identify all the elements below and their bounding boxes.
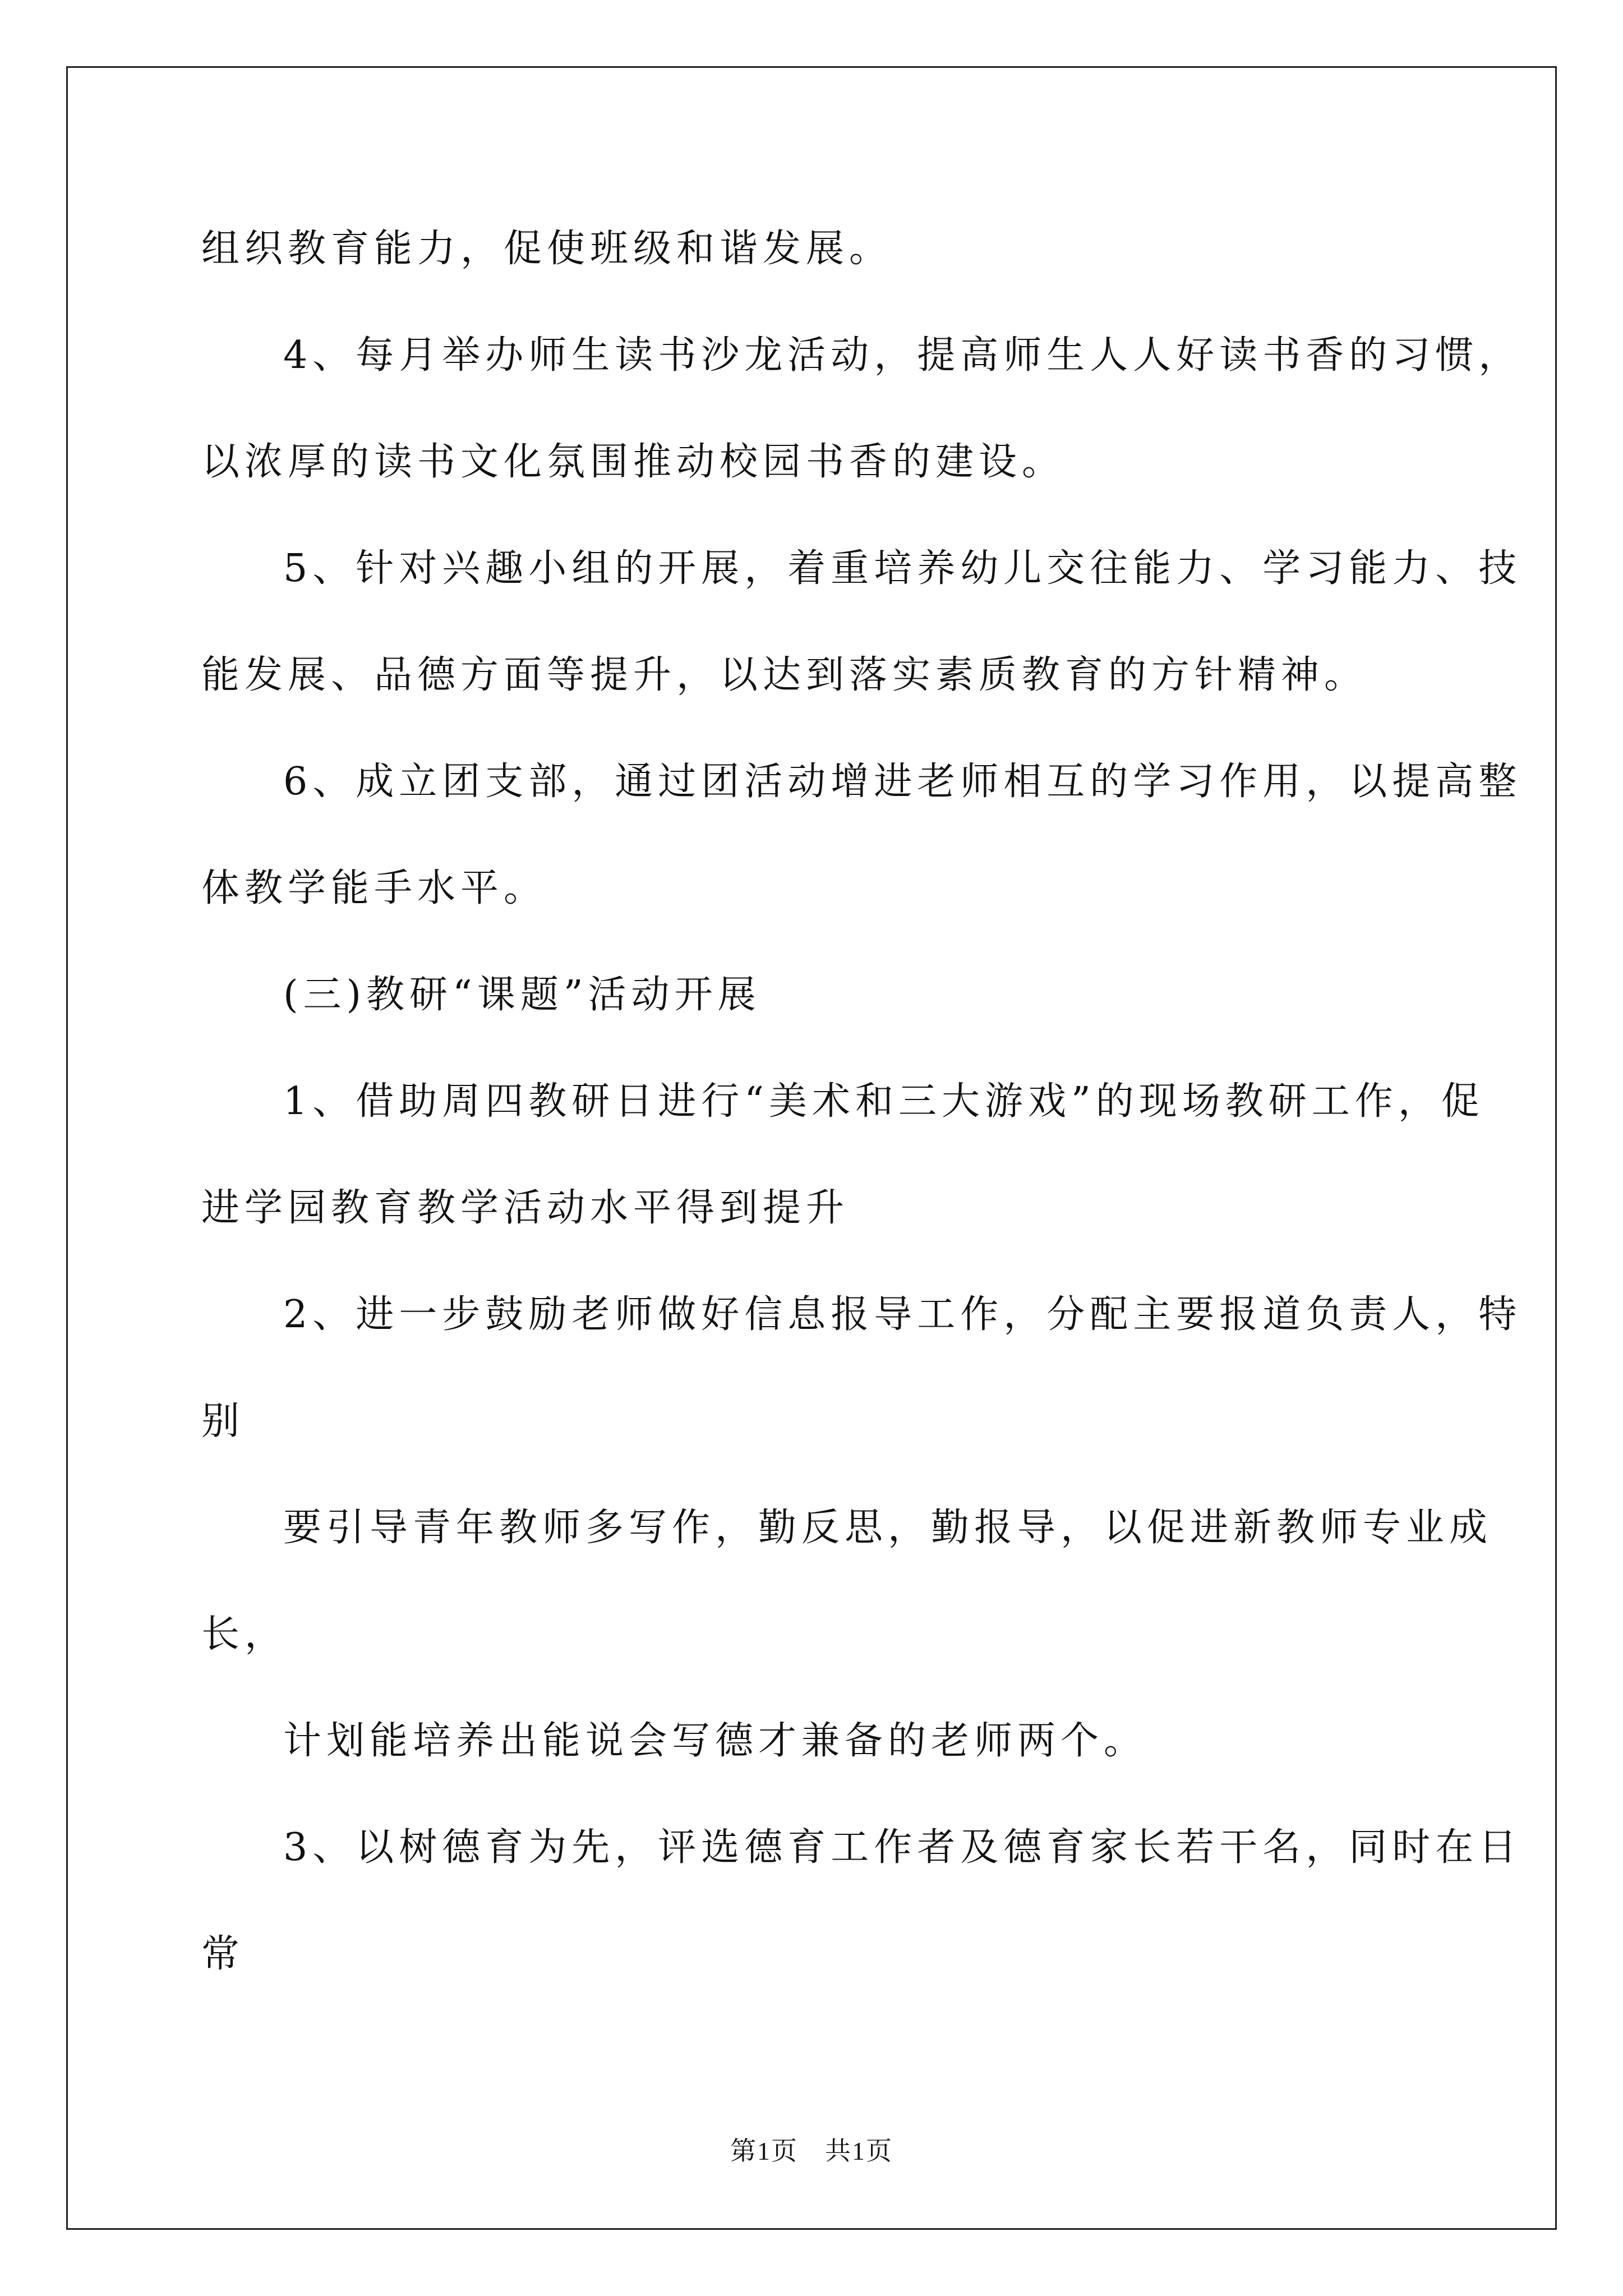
text-line-5: 能发展、品德方面等提升，以达到落实素质教育的方针精神。 <box>201 653 1368 697</box>
text-line-6: 6、成立团支部，通过团活动增进老师相互的学习作用，以提高整 <box>283 760 1522 804</box>
text-line-7: 体教学能手水平。 <box>201 866 547 910</box>
text-line-14: 长， <box>201 1612 288 1657</box>
text-line-9: 1、借助周四教研日进行“美术和三大游戏”的现场教研工作，促 <box>283 1079 1484 1124</box>
page-border <box>66 66 1557 2230</box>
text-line-15: 计划能培养出能说会写德才兼备的老师两个。 <box>283 1719 1147 1763</box>
text-line-13: 要引导青年教师多写作，勤反思，勤报导，以促进新教师专业成 <box>283 1506 1493 1550</box>
text-line-4: 5、针对兴趣小组的开展，着重培养幼儿交往能力、学习能力、技 <box>283 546 1522 591</box>
text-line-3: 以浓厚的读书文化氛围推动校园书香的建设。 <box>201 440 1066 484</box>
text-line-1: 组织教育能力，促使班级和谐发展。 <box>201 227 893 271</box>
text-line-11: 2、进一步鼓励老师做好信息报导工作，分配主要报道负责人，特 <box>283 1292 1522 1337</box>
text-line-10: 进学园教育教学活动水平得到提升 <box>201 1186 850 1230</box>
text-line-17: 常 <box>201 1932 245 1976</box>
text-line-2: 4、每月举办师生读书沙龙活动，提高师生人人好读书香的习惯， <box>283 333 1522 378</box>
section-heading: (三)教研“课题”活动开展 <box>283 973 761 1017</box>
page-number-footer: 第1页 共1页 <box>730 2137 893 2165</box>
text-line-12: 别 <box>201 1399 245 1443</box>
text-line-16: 3、以树德育为先，评选德育工作者及德育家长若干名，同时在日 <box>283 1825 1522 1870</box>
